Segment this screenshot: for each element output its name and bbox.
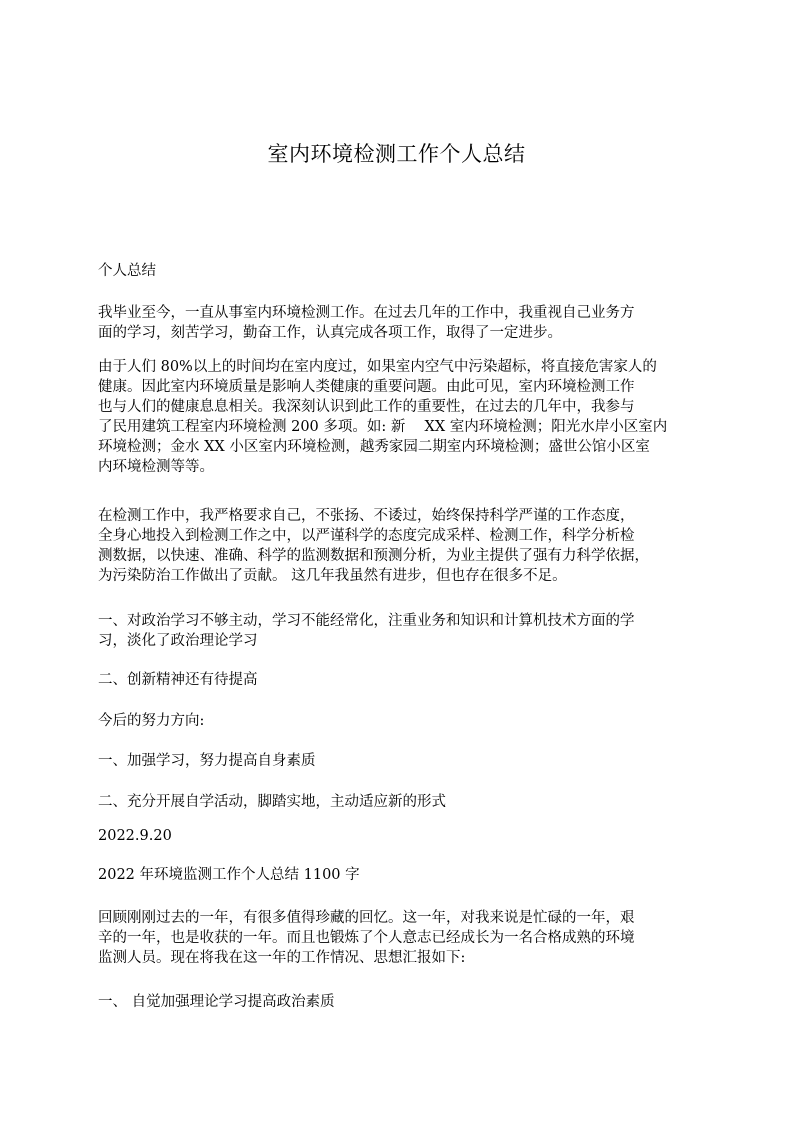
text-line: 由于人们 80%以上的时间均在室内度过，如果室内空气中污染超标，将直接危害家人的 [98,359,657,375]
text-line: 回顾刚刚过去的一年，有很多值得珍藏的回忆。这一年，对我来说是忙碌的一年，艰 [98,910,635,926]
document-date: 2022.9.20 [98,828,172,844]
paragraph-intro [98,303,704,343]
paragraph-work-attitude [98,506,704,586]
document-title: 室内环境检测工作个人总结 [267,142,526,166]
text-line: 健康。因此室内环境质量是影响人类健康的重要问题。由此可见，室内环境检测工作 [98,379,635,395]
heading-personal-summary: 个人总结 [98,263,156,279]
paragraph-future-2: 二、充分开展自学活动，脚踏实地，主动适应新的形式 [98,794,446,810]
heading-future-direction: 今后的努力方向: [98,713,205,729]
text-line: 在检测工作中，我严格要求自己，不张扬、不诿过，始终保持科学严谨的工作态度， [98,508,635,524]
text-line: 环境检测；金水 XX 小区室内环境检测，越秀家园二期室内环境检测；盛世公馆小区室 [98,439,650,455]
text-line: 内环境检测等等。 [98,459,214,475]
text-line: 我毕业至今，一直从事室内环境检测工作。在过去几年的工作中，我重视自己业务方 [98,305,635,321]
text-line: 监测人员。现在将我在这一年的工作情况、思想汇报如下: [98,950,466,966]
paragraph-shortcoming-1 [98,611,704,651]
text-line: 一、对政治学习不够主动，学习不能经常化，注重业务和知识和计算机技术方面的学 [98,613,635,629]
text-line: 也与人们的健康息息相关。我深刻认识到此工作的重要性，在过去的几年中，我参与 [98,399,635,415]
paragraph-indoor-health [98,357,704,477]
text-line: 了民用建筑工程室内环境检测 200 多项。如: 新 XX 室内环境检测；阳光水岸小区室内 [98,419,668,435]
paragraph-future-1: 一、加强学习，努力提高自身素质 [98,753,316,769]
paragraph-review [98,908,704,968]
document-subtitle: 2022 年环境监测工作个人总结 1100 字 [98,867,360,883]
text-line: 测数据，以快速、准确、科学的监测数据和预测分析，为业主提供了强有力科学依据， [98,548,649,564]
text-line: 全身心地投入到检测工作之中，以严谨科学的态度完成采样、检测工作，科学分析检 [98,528,635,544]
text-line: 习，淡化了政治理论学习 [98,633,258,649]
section-heading-1: 一、 自觉加强理论学习提高政治素质 [98,994,335,1010]
text-line: 面的学习，刻苦学习，勤奋工作，认真完成各项工作，取得了一定进步。 [98,325,562,341]
text-line: 为污染防治工作做出了贡献。 这几年我虽然有进步，但也存在很多不足。 [98,568,567,584]
paragraph-shortcoming-2: 二、创新精神还有待提高 [98,672,258,688]
text-line: 辛的一年，也是收获的一年。而且也锻炼了个人意志已经成长为一名合格成熟的环境 [98,930,635,946]
